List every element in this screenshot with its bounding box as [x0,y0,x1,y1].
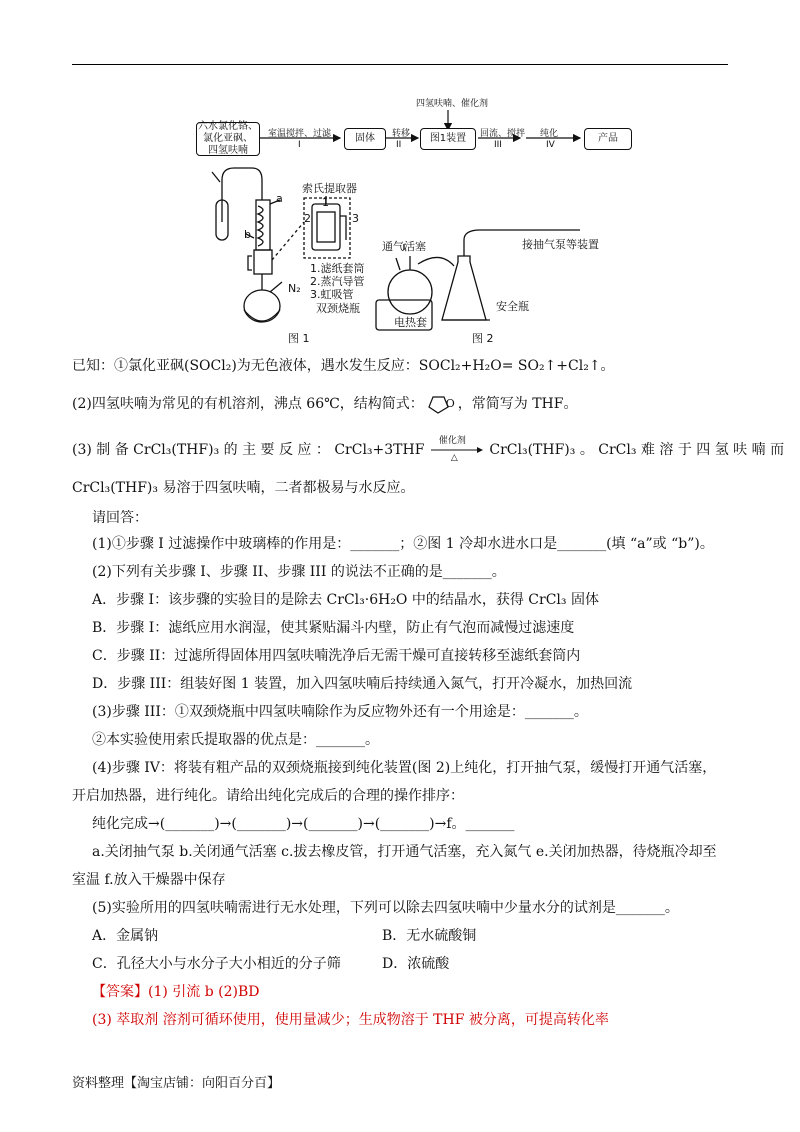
flow-box-product: 产品 [584,128,632,150]
flow-step3-text: 回流、搅拌 [480,129,526,139]
flow-step3-num: III [494,140,502,150]
flow-box-fig1: 图1装置 [420,128,476,150]
known-line-2-b: ，常简写为 THF。 [457,396,578,412]
option-5c: C．孔径大小与水分子大小相近的分子筛 [92,956,341,972]
question-5: (5)实验所用的四氢呋喃需进行无水处理，下列可以除去四氢呋喃中少量水分的试剂是_______。 [92,900,679,916]
label-num3: 3 [352,212,359,225]
flow-step2-text: 转移 [392,129,411,139]
soxhlet-title: 索氏提取器 [302,182,357,195]
option-5b: B．无水硫酸铜 [382,928,477,944]
question-2: (2)下列有关步骤 I、步骤 II、步骤 III 的说法不正确的是_______。 [92,564,506,580]
legend-2: 2.蒸汽导管 [310,275,365,288]
question-4-options-cont: 室温 f.放入干燥器中保存 [72,872,226,888]
question-4-cont: 开启加热器，进行纯化。请给出纯化完成后的合理的操作排序： [72,788,464,804]
reaction-arrow [429,436,485,463]
flow-step1-text: 室温搅拌、过滤 [268,129,332,139]
flow-step4-text: 纯化 [540,129,559,139]
label-n2: N₂ [288,282,301,295]
question-3-2: ②本实验使用索氏提取器的优点是：_______。 [92,732,379,748]
flow-step1-num: I [298,140,301,150]
label-num1: 1 [322,196,329,209]
flow-step4-num: IV [546,140,555,150]
known-line-2-a: (2)四氢呋喃为常见的有机溶剂，沸点 66℃，结构简式： [72,396,424,412]
flask-label: 双颈烧瓶 [316,302,360,315]
question-4: (4)步骤 IV：将装有粗产品的双颈烧瓶接到纯化装置(图 2)上纯化，打开抽气泵，缓慢打开通气活塞， [92,760,717,776]
header-rule [72,64,728,65]
question-1: (1)①步骤 I 过滤操作中玻璃棒的作用是：_______；②图 1 冷却水进水口是_______(填 “a”或 “b”)。 [92,536,714,552]
answer-line-1: 【答案】(1) 引流 b (2)BD [92,984,260,1000]
known-line-3-b: CrCl₃(THF)₃ 。 CrCl₃ 难 溶 于 四 氢 呋 喃 而 [489,442,785,458]
valve-label: 通气活塞 [382,240,426,253]
flow-box-reagents: 六水氯化铬、 氯化亚砜、 四氢呋喃 [198,121,258,156]
option-5a: A．金属钠 [92,928,159,944]
fig2-caption: 图 2 [472,332,494,345]
known-line-2 [72,394,577,414]
thf-oxygen-label: O [445,397,455,410]
known-line-4: CrCl₃(THF)₃ 易溶于四氢呋喃，二者都极易与水反应。 [72,480,415,496]
option-2c: C．步骤 II：过滤所得固体用四氢呋喃洗净后无需干燥可直接转移至滤纸套筒内 [92,648,581,664]
label-num2: 2 [304,212,311,225]
label-b: b [244,228,251,241]
heater-label: 电热套 [394,316,427,329]
question-3-1: (3)步骤 III：①双颈烧瓶中四氢呋喃除作为反应物外还有一个用途是：_______。 [92,704,588,720]
known-line-3-a: (3) 制 备 CrCl₃(THF)₃ 的 主 要 反 应 ： CrCl₃+3THF [72,442,425,458]
pump-label: 接抽气泵等装置 [522,238,599,251]
question-4-sequence: 纯化完成→(_______)→(_______)→(_______)→(_______)→f。_______ [92,816,515,832]
reaction-catalyst: 催化剂 [438,436,466,446]
fig1-caption: 图 1 [288,332,310,345]
legend-1: 1.滤纸套筒 [310,262,365,275]
label-a: a [276,192,283,205]
footer-source: 资料整理【淘宝店铺：向阳百分百】 [72,1076,281,1091]
option-2b: B．步骤 I：滤纸应用水润湿，使其紧贴漏斗内壁，防止有气泡而减慢过滤速度 [92,620,575,636]
please-answer: 请回答： [92,510,148,526]
reaction-heat: △ [450,453,458,463]
known-line-1: 已知：①氯化亚砜(SOCl₂)为无色液体，遇水发生反应：SOCl₂+H₂O= SO₂↑+Cl₂↑。 [72,358,615,374]
option-2d: D．步骤 III：组装好图 1 装置，加入四氢呋喃后持续通入氮气，打开冷凝水，加热回流 [92,676,633,692]
legend-3: 3.虹吸管 [310,288,354,301]
flow-top-reagent: 四氢呋喃、催化剂 [416,99,489,109]
known-line-3 [72,436,785,463]
option-5d: D．浓硫酸 [382,956,450,972]
safety-label: 安全瓶 [496,300,529,313]
answer-line-2: (3) 萃取剂 溶剂可循环使用，使用量减少；生成物溶于 THF 被分离，可提高转化率 [92,1012,609,1028]
option-2a: A．步骤 I：该步骤的实验目的是除去 CrCl₃·6H₂O 中的结晶水，获得 CrCl₃ 固体 [92,592,599,608]
question-4-options: a.关闭抽气泵 b.关闭通气活塞 c.拔去橡皮管，打开通气活塞，充入氮气 e.关闭加热器，待烧瓶冷却至 [92,844,717,860]
flow-box-solid: 固体 [344,128,386,150]
flow-step2-num: II [396,140,402,150]
thf-structure-icon [424,394,458,414]
